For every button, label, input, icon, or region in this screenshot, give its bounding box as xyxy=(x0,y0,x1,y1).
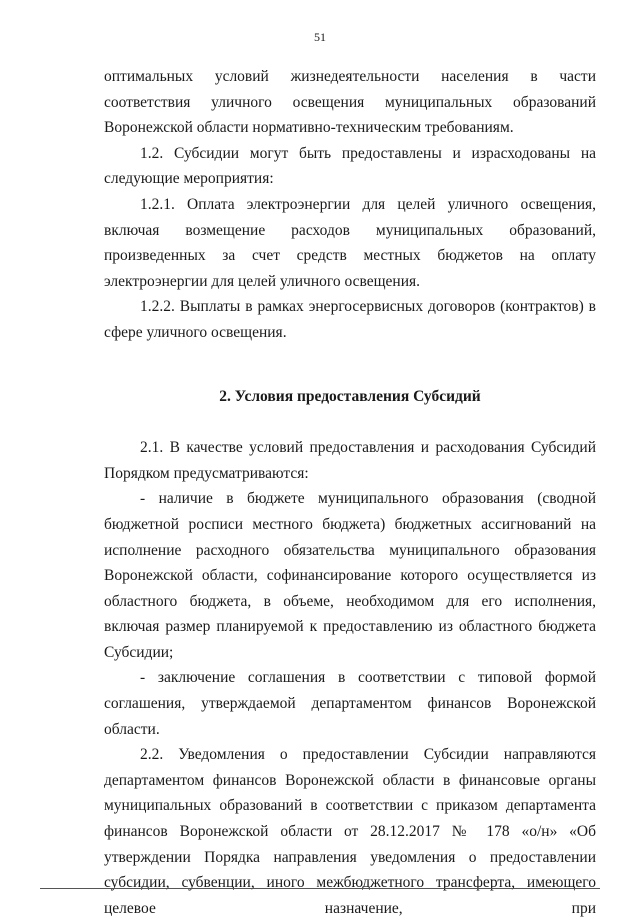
footer-rule xyxy=(40,888,600,889)
paragraph-2-2: 2.2. Уведомления о предоставлении Субсидии направляются департаментом финансов Воронежской области в финансовые органы муниципальных образований в соответствии с приказом департамента финансов Воронежской области от 28.12.2017 № 178 «о/н» «Об утверждении Порядка направления уведомления о предоставлении субсидии, субвенции, иного межбюджетного трансферта, имеющего целевое назначение, при xyxy=(104,746,596,917)
paragraph-1-2-2: 1.2.2. Выплаты в рамках энергосервисных договоров (контрактов) в сфере уличного освещения. xyxy=(104,298,596,341)
list-item-agreement: - заключение соглашения в соответствии с типовой формой соглашения, утверждаемой департаментом финансов Воронежской области. xyxy=(104,669,596,738)
paragraph-1-2-1: 1.2.1. Оплата электроэнергии для целей уличного освещения, включая возмещение расходов муниципальных образований, произведенных за счет средств местных бюджетов на оплату электроэнергии для целей уличного освещения. xyxy=(104,195,596,290)
section-heading: 2. Условия предоставления Субсидий xyxy=(219,387,481,405)
paragraph-1-2: 1.2. Субсидии могут быть предоставлены и израсходованы на следующие мероприятия: xyxy=(104,144,596,188)
document-body xyxy=(104,64,596,921)
page-number: 51 xyxy=(314,30,326,44)
paragraph-continuation: оптимальных условий жизнедеятельности населения в части соответствия уличного освещения муниципальных образований Воронежской области нормативно-техническим требованиям. xyxy=(104,68,596,137)
list-item-budget: - наличие в бюджете муниципального образования (сводной бюджетной росписи местного бюджета) бюджетных ассигнований на исполнение расходного обязательства муниципального образования Воронежской области, софинансирование которого осуществляется из областного бюджета, в объеме, необходимом для его исполнения, включая размер планируемой к предоставлению из областного бюджета Субсидии; xyxy=(104,490,596,661)
paragraph-2-1: 2.1. В качестве условий предоставления и расходования Субсидий Порядком предусматриваются: xyxy=(104,439,596,482)
